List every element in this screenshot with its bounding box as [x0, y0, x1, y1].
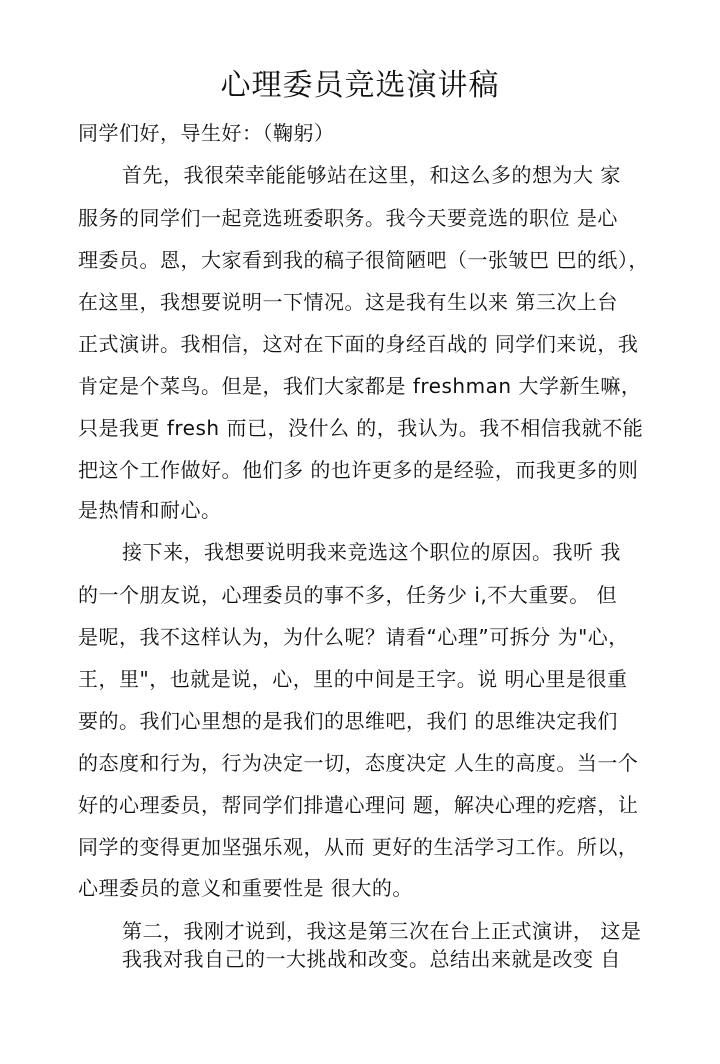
paragraph-1-line: 服务的同学们一起竞选班委职务。我今天要竞选的职位 是心 — [78, 206, 618, 230]
paragraph-2-line: 接下来，我想要说明我来竞选这个职位的原因。我听 我 — [122, 540, 621, 564]
paragraph-1-line: 正式演讲。我相信，这对在下面的身经百战的 同学们来说，我 — [78, 332, 639, 356]
paragraph-2-line: 心理委员的意义和重要性是 很大的。 — [78, 876, 413, 900]
paragraph-2-line: 要的。我们心里想的是我们的思维吧，我们 的思维决定我们 — [78, 709, 618, 733]
paragraph-2-line: 的态度和行为，行为决定一切，态度决定 人生的高度。当一个 — [78, 751, 639, 775]
paragraph-3-line: 第二，我刚才说到，我这是第三次在台上正式演讲， 这是 — [122, 919, 642, 943]
paragraph-3-line: 我我对我自己的一大挑战和改变。总结出来就是改变 自 — [122, 947, 621, 971]
paragraph-1-line: 肯定是个菜鸟。但是，我们大家都是 freshman 大学新生嘛， — [78, 374, 642, 398]
paragraph-2-line: 好的心理委员，帮同学们排遣心理问 题，解决心理的疙瘩，让 — [78, 793, 639, 817]
paragraph-1-line: 理委员。恩，大家看到我的稿子很简陋吧（一张皱巴 巴的纸）， — [78, 248, 649, 272]
paragraph-1-line: 首先，我很荣幸能能够站在这里，和这么多的想为大 家 — [122, 163, 621, 187]
paragraph-2-line: 的一个朋友说，心理委员的事不多，任务少 i,不大重要。 但 — [78, 583, 618, 607]
paragraph-2-line: 是呢，我不这样认为，为什么呢？请看“心理”可拆分 为"心， — [78, 625, 629, 649]
paragraph-1-line: 把这个工作做好。他们多 的也许更多的是经验，而我更多的则 — [78, 458, 639, 482]
paragraph-1-line: 是热情和耐心。 — [78, 498, 222, 522]
paragraph-1-line: 只是我更 fresh 而已，没什么 的，我认为。我不相信我就不能 — [78, 416, 644, 440]
document-title: 心理委员竞选演讲稿 — [220, 68, 500, 103]
paragraph-1-line: 在这里，我想要说明一下情况。这是我有生以来 第三次上台 — [78, 290, 618, 314]
greeting-line: 同学们好，导生好：（鞠躬） — [78, 121, 335, 145]
paragraph-2-line: 王，里"，也就是说，心，里的中间是王字。说 明心里是很重 — [78, 667, 628, 691]
paragraph-2-line: 同学的变得更加坚强乐观，从而 更好的生活学习工作。所以， — [78, 835, 639, 859]
